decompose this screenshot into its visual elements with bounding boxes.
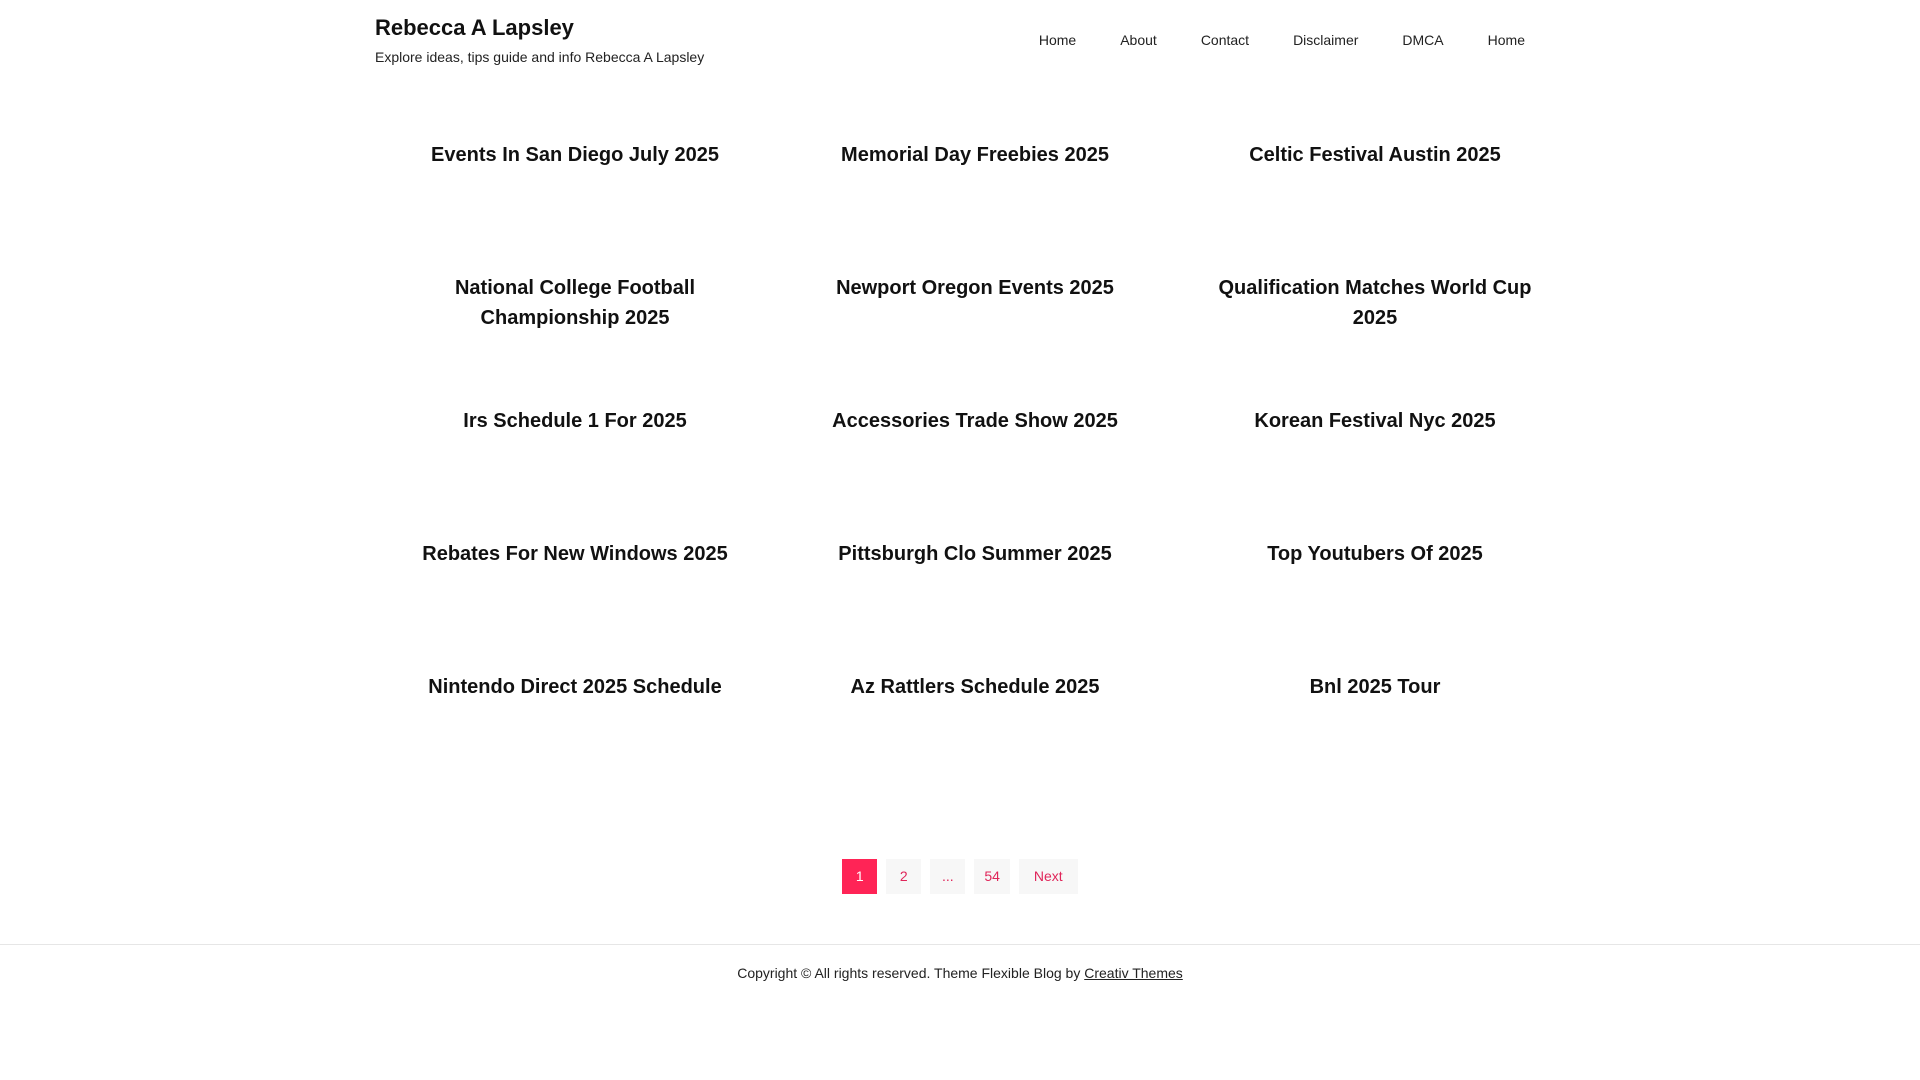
post-title[interactable]: Celtic Festival Austin 2025: [1249, 144, 1501, 166]
post-card: [1175, 140, 1575, 273]
post-title[interactable]: Bnl 2025 Tour: [1309, 676, 1441, 698]
post-title[interactable]: Accessories Trade Show 2025: [832, 410, 1118, 432]
post-title[interactable]: National College Football Championship 2025: [454, 277, 695, 329]
post-card: [1175, 539, 1575, 672]
post-title[interactable]: Events In San Diego July 2025: [431, 144, 719, 166]
post-title[interactable]: Irs Schedule 1 For 2025: [463, 410, 687, 432]
nav-about[interactable]: About: [1120, 32, 1157, 48]
post-title[interactable]: Memorial Day Freebies 2025: [841, 144, 1109, 166]
nav-home[interactable]: Home: [1038, 32, 1077, 48]
post-card: [375, 406, 775, 539]
post-card: [775, 539, 1175, 672]
theme-author-link[interactable]: Creativ Themes: [1084, 965, 1183, 981]
site-footer: [0, 944, 1920, 1005]
site-header: [375, 0, 1525, 80]
site-title[interactable]: Rebecca A Lapsley: [375, 15, 574, 40]
nav-disclaimer[interactable]: Disclaimer: [1293, 32, 1359, 48]
next-page-link[interactable]: Next: [1019, 859, 1078, 894]
post-card: [1175, 672, 1575, 805]
post-grid: [375, 140, 1575, 805]
post-card: [375, 273, 775, 406]
post-card: [775, 672, 1175, 805]
nav-dmca[interactable]: DMCA: [1402, 32, 1444, 48]
post-title[interactable]: Az Rattlers Schedule 2025: [850, 676, 1100, 698]
post-title[interactable]: Pittsburgh Clo Summer 2025: [838, 543, 1112, 565]
post-card: [775, 406, 1175, 539]
post-card: [1175, 273, 1575, 406]
page-ellipsis: ...: [930, 859, 965, 894]
post-card: [375, 539, 775, 672]
pagination: [0, 859, 1920, 894]
post-title[interactable]: Nintendo Direct 2025 Schedule: [428, 676, 722, 698]
post-card: [775, 140, 1175, 273]
post-title[interactable]: Korean Festival Nyc 2025: [1254, 410, 1496, 432]
nav-home-2[interactable]: Home: [1487, 32, 1525, 48]
post-card: [1175, 406, 1575, 539]
post-title[interactable]: Qualification Matches World Cup 2025: [1218, 277, 1532, 329]
post-title[interactable]: Newport Oregon Events 2025: [836, 277, 1114, 299]
copyright-label: Copyright © All rights reserved. Theme Flexible Blog by: [737, 965, 1085, 981]
post-card: [775, 273, 1175, 406]
site-tagline: Explore ideas, tips guide and info Rebecca A Lapsley: [375, 49, 705, 65]
nav-contact[interactable]: Contact: [1200, 32, 1250, 48]
page-current: 1: [842, 859, 877, 894]
post-title[interactable]: Rebates For New Windows 2025: [422, 543, 728, 565]
post-card: [375, 672, 775, 805]
page-2-link[interactable]: 2: [886, 859, 921, 894]
main-nav: [995, 30, 1525, 50]
page-last-link[interactable]: 54: [974, 859, 1010, 894]
copyright-text: [0, 964, 1920, 982]
post-title[interactable]: Top Youtubers Of 2025: [1267, 543, 1483, 565]
post-card: [375, 140, 775, 273]
